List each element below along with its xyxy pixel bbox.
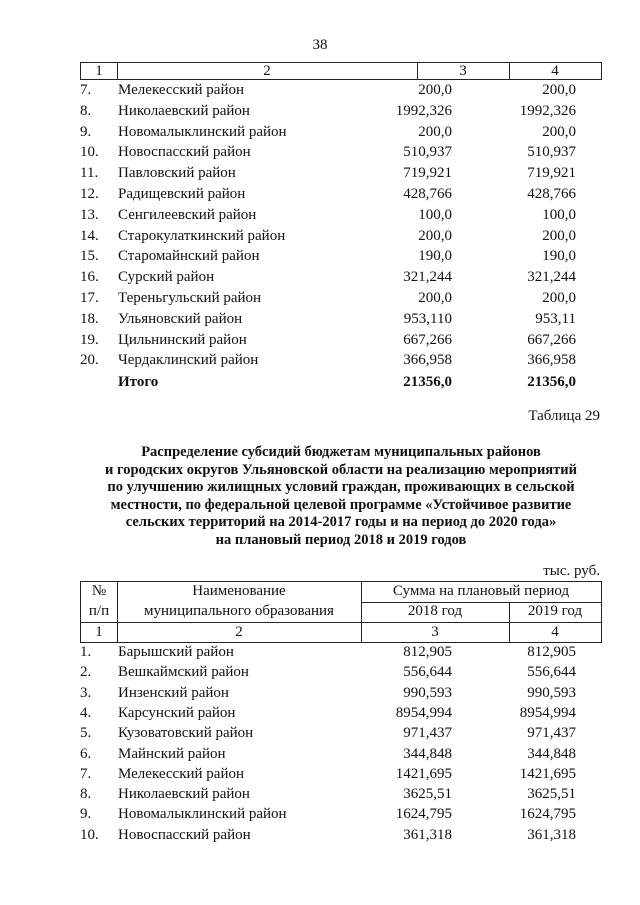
row-value-col3: 344,848 [403,745,452,762]
row-value-col3: 200,0 [418,82,452,98]
header-number-4: 4 [551,624,559,640]
row-number: 15. [80,248,99,265]
row-value-col3: 200,0 [418,290,452,306]
title-line: Распределение субсидий бюджетам муниципальных районов [141,444,541,460]
row-value-col4: 1992,326 [519,102,576,119]
table-row [0,163,640,183]
row-value-col3: 510,937 [403,144,452,161]
row-number: 4. [80,704,92,721]
row-name: Карсунский район [118,704,236,721]
row-number: 8. [80,786,92,803]
table-row [0,744,640,764]
row-value-col4: 1624,795 [519,806,576,823]
row-name: Новоспасский район [118,826,251,843]
row-name: Сенгилеевский район [118,206,257,223]
table-row [0,723,640,743]
header-number-2: 2 [235,624,243,640]
row-name: Николаевский район [118,102,250,119]
header-col-2: 2 [263,63,271,79]
row-value-col3: 1421,695 [395,765,452,782]
row-number: 7. [80,765,92,782]
header-col-3: 3 [459,63,467,79]
row-name: Барышский район [118,644,234,660]
row-value-col4: 361,318 [527,826,576,843]
row-value-col4: 366,958 [527,352,576,369]
row-value-col3: 971,437 [403,725,452,742]
units-label: тыс. руб. [543,563,600,579]
table-row [0,825,640,845]
row-value-col3: 428,766 [403,186,452,202]
row-value-col4: 556,644 [527,664,576,681]
row-value-col4: 953,11 [535,310,576,327]
total-value-col3: 21356,0 [403,374,452,390]
row-value-col3: 667,266 [403,331,452,348]
row-value-col4: 190,0 [542,248,576,265]
row-name: Ульяновский район [118,310,243,327]
top-table-header [80,62,602,80]
row-name: Кузоватовский район [118,725,254,742]
table-title [80,444,602,549]
table-row [0,662,640,682]
row-value-col3: 100,0 [418,206,452,223]
row-number: 2. [80,664,92,681]
title-line: на плановый период 2018 и 2019 годов [215,531,467,548]
table-row [0,122,640,142]
row-value-col4: 428,766 [527,186,576,202]
row-value-col4: 812,905 [527,644,576,660]
row-name: Новомалыклинский район [118,806,287,823]
header-sum: Сумма на плановый период [392,583,570,599]
row-value-col3: 1992,326 [395,102,452,119]
table-row [0,309,640,329]
row-value-col3: 321,244 [403,269,452,286]
row-number: 6. [80,745,92,762]
title-line: сельских территорий на 2014-2017 годы и на период до 2020 года» [125,514,557,530]
row-value-col4: 971,437 [527,725,576,742]
row-value-col3: 953,110 [403,310,452,327]
header-num-line1: № [91,583,107,599]
table-row [0,683,640,703]
row-value-col4: 3625,51 [527,786,576,803]
total-row [0,372,640,392]
table-row [0,330,640,350]
row-value-col4: 1421,695 [519,765,576,782]
row-name: Старокулаткинский район [118,227,286,244]
page-number: 38 [312,37,328,53]
row-value-col4: 8954,994 [519,704,576,721]
row-number: 16. [80,269,99,286]
row-value-col4: 200,0 [542,290,576,306]
row-value-col3: 3625,51 [403,786,452,803]
row-name: Старомайнский район [118,248,260,265]
row-name: Инзенский район [118,684,229,701]
table-row [0,784,640,804]
row-value-col3: 361,318 [403,826,452,843]
table-label: Таблица 29 [528,408,600,424]
table-row [0,246,640,266]
table-row [0,703,640,723]
row-name: Павловский район [118,165,236,182]
row-number: 1. [80,644,92,660]
row-name: Мелекесский район [118,82,245,98]
row-value-col3: 1624,795 [395,806,452,823]
row-name: Николаевский район [118,786,250,803]
header-name-line1: Наименование [192,583,286,599]
row-value-col4: 200,0 [542,227,576,244]
row-number: 10. [80,826,99,843]
header-number-1: 1 [95,624,103,640]
table-row [0,642,640,662]
header-col-4: 4 [551,63,559,79]
bottom-table-header [80,581,602,643]
row-value-col3: 200,0 [418,123,452,140]
row-number: 10. [80,144,99,161]
table-row [0,80,640,100]
table-row [0,226,640,246]
row-value-col3: 366,958 [403,352,452,369]
table-row [0,804,640,824]
row-number: 14. [80,227,99,244]
row-value-col4: 667,266 [527,331,576,348]
table-row [0,142,640,162]
row-number: 8. [80,102,92,119]
row-name: Новомалыклинский район [118,123,287,140]
table-row [0,764,640,784]
title-line: по улучшению жилищных условий граждан, проживающих в сельской [107,479,575,495]
row-name: Чердаклинский район [118,352,259,369]
row-number: 13. [80,206,99,223]
row-value-col4: 100,0 [542,206,576,223]
row-number: 5. [80,725,92,742]
row-value-col4: 344,848 [527,745,576,762]
row-name: Мелекесский район [118,765,245,782]
row-number: 20. [80,352,99,369]
row-value-col4: 200,0 [542,123,576,140]
row-number: 18. [80,310,99,327]
row-name: Сурский район [118,269,215,286]
total-value-col4: 21356,0 [527,374,576,390]
table-row [0,184,640,204]
title-line: и городских округов Ульяновской области на реализацию мероприятий [105,461,577,478]
table-row [0,288,640,308]
header-num-line2: п/п [88,603,110,619]
header-col-1: 1 [95,63,103,79]
header-year-2018: 2018 год [407,603,463,619]
row-name: Радищевский район [118,186,246,202]
row-name: Цильнинский район [118,331,247,348]
row-value-col3: 200,0 [418,227,452,244]
header-number-3: 3 [431,624,439,640]
row-number: 11. [80,165,99,182]
row-value-col3: 8954,994 [395,704,452,721]
row-value-col4: 200,0 [542,82,576,98]
row-name: Новоспасский район [118,144,251,161]
table-row [0,205,640,225]
row-value-col4: 321,244 [527,269,576,286]
row-number: 9. [80,806,92,823]
table-row [0,350,640,370]
table-row [0,101,640,121]
row-number: 17. [80,290,99,306]
table-row [0,267,640,287]
row-number: 19. [80,331,99,348]
row-name: Вешкаймский район [118,664,249,681]
row-value-col4: 719,921 [527,165,576,182]
header-name-line2: муниципального образования [144,603,334,619]
row-name: Майнский район [118,745,226,762]
row-value-col4: 510,937 [527,144,576,161]
row-name: Тереньгульский район [118,290,262,306]
row-value-col4: 990,593 [527,684,576,701]
total-label: Итого [118,374,159,390]
row-value-col3: 812,905 [403,644,452,660]
row-value-col3: 556,644 [403,664,452,681]
title-line: местности, по федеральной целевой программе «Устойчивое развитие [110,496,572,513]
row-value-col3: 190,0 [418,248,452,265]
row-number: 7. [80,82,92,98]
row-number: 12. [80,186,99,202]
header-year-2019: 2019 год [527,603,583,619]
row-number: 3. [80,684,92,701]
row-number: 9. [80,123,92,140]
row-value-col3: 719,921 [403,165,452,182]
row-value-col3: 990,593 [403,684,452,701]
